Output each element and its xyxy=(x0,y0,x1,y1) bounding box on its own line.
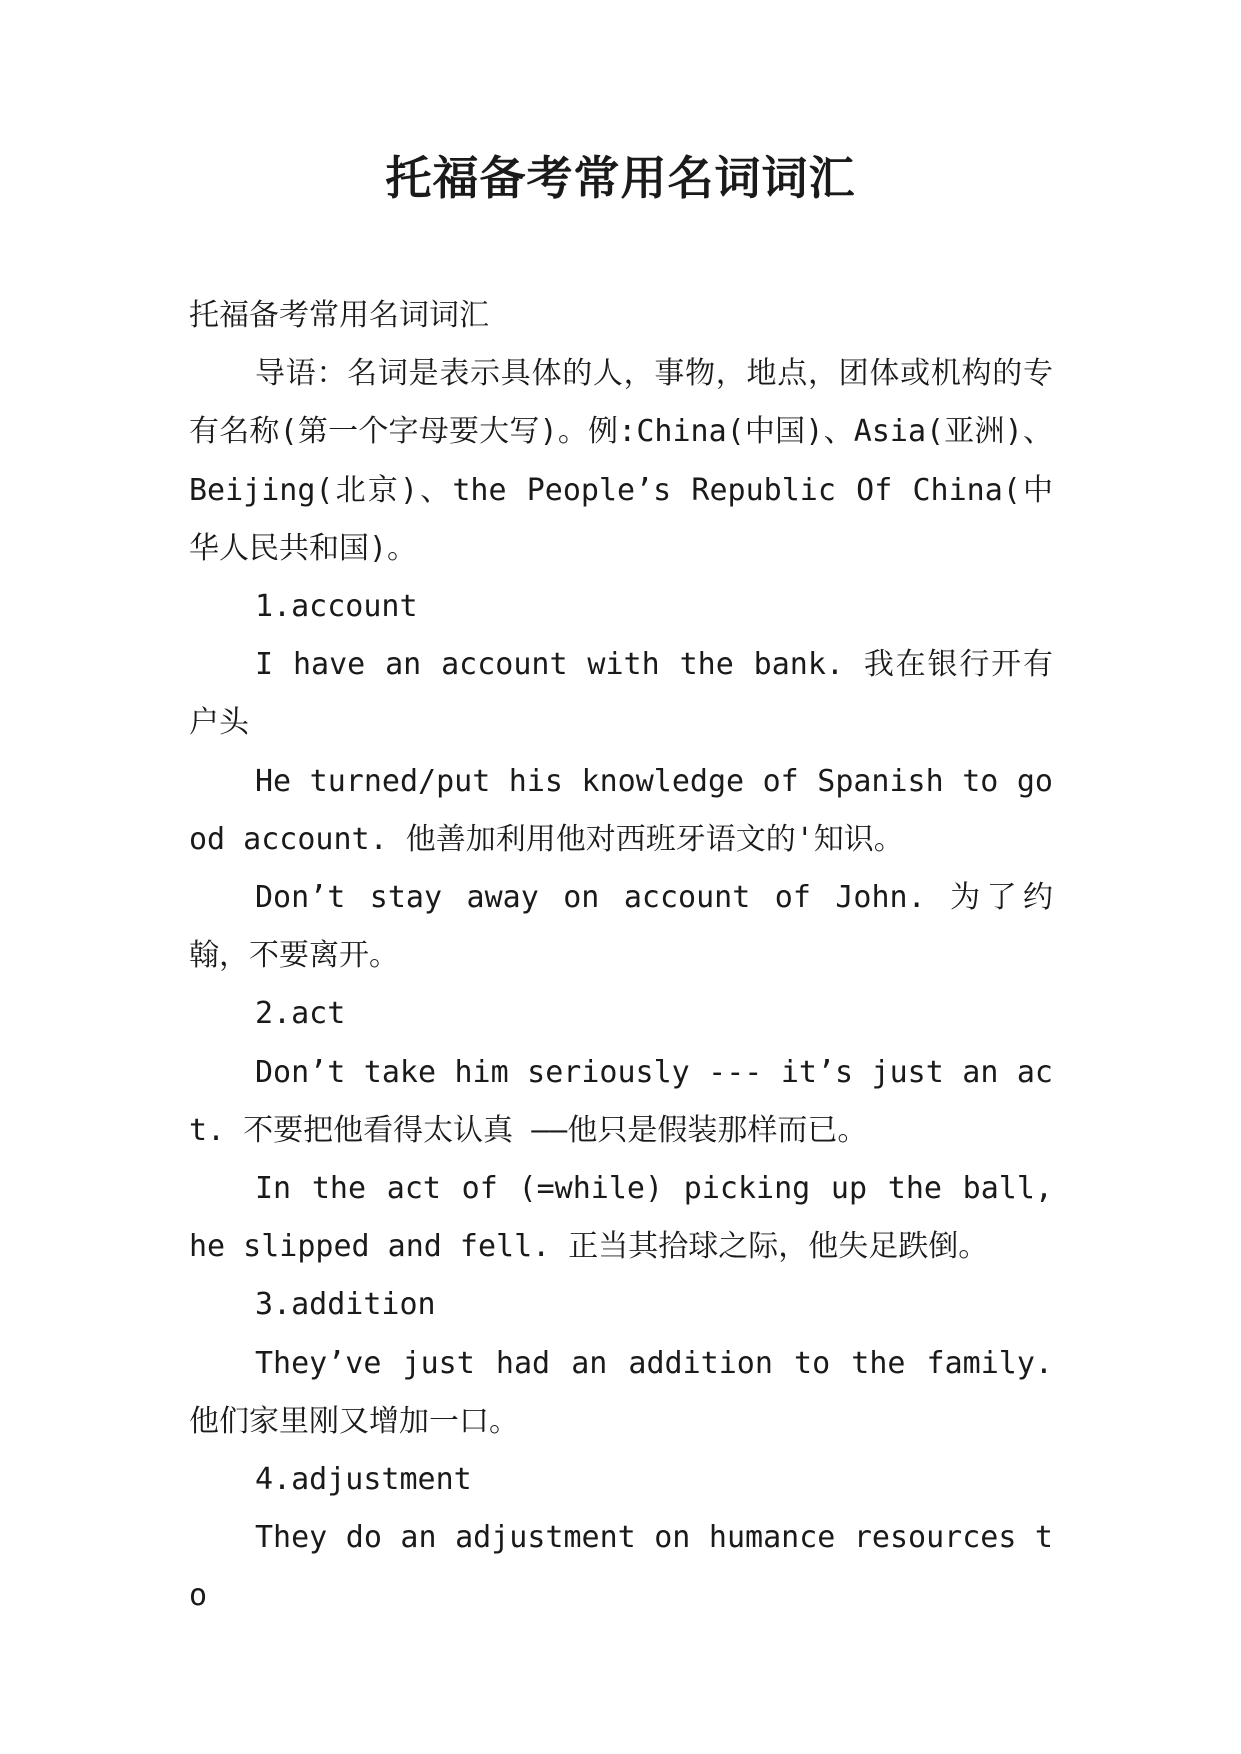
entry-heading-account: 1.account xyxy=(255,589,418,625)
document-title: 托福备考常用名词词汇 xyxy=(385,151,856,205)
example-sentence: Don’t take him seriously --- it’s just an act. 不要把他看得太认真 ——他只是假装那样而已。 xyxy=(189,1054,1053,1148)
document-body xyxy=(189,287,1053,1626)
subtitle-paragraph: 托福备考常用名词词汇 xyxy=(189,298,489,333)
example-sentence: In the act of (=while) picking up the ball, he slipped and fell. 正当其拾球之际，他失足跌倒。 xyxy=(189,1171,1053,1265)
entry-heading-addition: 3.addition xyxy=(255,1287,436,1323)
entry-heading-act: 2.act xyxy=(255,996,346,1032)
example-sentence: He turned/put his knowledge of Spanish to good account. 他善加利用他对西班牙语文的'知识。 xyxy=(189,763,1053,857)
example-sentence: They’ve just had an addition to the family. 他们家里刚又增加一口。 xyxy=(189,1345,1053,1439)
intro-paragraph: 导语：名词是表示具体的人，事物，地点，团体或机构的专有名称(第一个字母要大写)。例:China(中国)、Asia(亚洲)、Beijing(北京)、the People’s Republic Of China(中华人民共和国)。 xyxy=(189,356,1053,566)
example-sentence: Don’t stay away on account of John. 为了约翰，不要离开。 xyxy=(189,880,1053,974)
entry-heading-adjustment: 4.adjustment xyxy=(255,1462,472,1498)
example-sentence: I have an account with the bank. 我在银行开有户头 xyxy=(189,647,1053,741)
example-sentence: They do an adjustment on humance resources to xyxy=(189,1520,1053,1614)
